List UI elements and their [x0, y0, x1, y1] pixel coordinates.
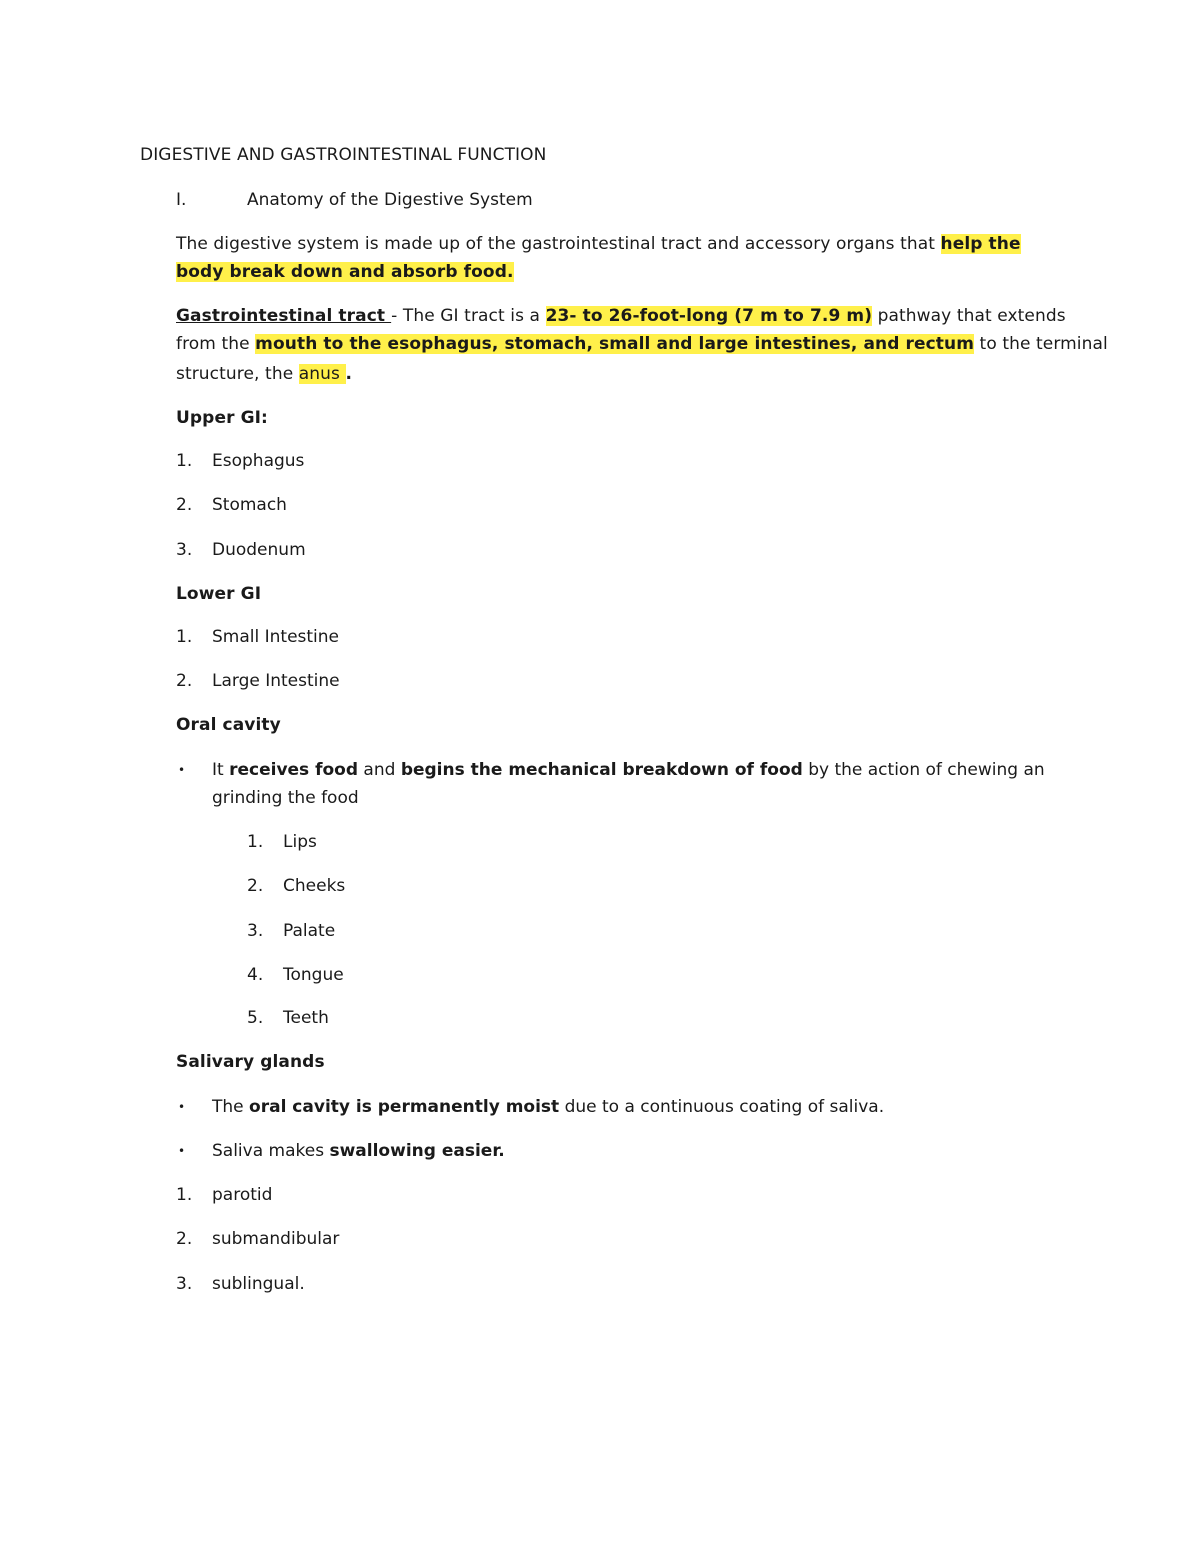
upper-gi-heading: Upper GI: [176, 408, 268, 428]
gi-line-3 [176, 360, 352, 388]
salivary-heading: Salivary glands [176, 1052, 325, 1072]
section-heading: Anatomy of the Digestive System [247, 190, 533, 210]
lower-gi-heading: Lower GI [176, 584, 262, 604]
salivary-rest-1: due to a continuous coating of saliva. [559, 1097, 885, 1117]
salivary-num-3: 3. [176, 1274, 193, 1294]
oral-num-3: 3. [247, 921, 264, 941]
salivary-bold-1: oral cavity is permanently moist [249, 1097, 560, 1117]
section-number: I. [176, 190, 187, 210]
oral-num-5: 5. [247, 1008, 264, 1028]
intro-text: The digestive system is made up of the gastrointestinal tract and accessory organs that [176, 234, 941, 254]
oral-receives: receives food [229, 760, 359, 780]
lower-gi-num-1: 1. [176, 627, 193, 647]
oral-num-1: 1. [247, 832, 264, 852]
salivary-item-1: parotid [212, 1185, 273, 1205]
oral-num-2: 2. [247, 876, 264, 896]
intro-highlight-1: help the [940, 234, 1021, 254]
oral-item-3: Palate [283, 921, 336, 941]
salivary-bullet-2 [212, 1137, 505, 1165]
gi-structure: structure, the [176, 364, 299, 384]
salivary-num-1: 1. [176, 1185, 193, 1205]
intro-line-2 [176, 258, 514, 286]
upper-gi-num-2: 2. [176, 495, 193, 515]
gi-line-1 [176, 302, 1066, 330]
salivary-num-2: 2. [176, 1229, 193, 1249]
gi-from: from the [176, 334, 256, 354]
salivary-the: The [212, 1097, 250, 1117]
oral-item-2: Cheeks [283, 876, 346, 896]
gi-after-length: pathway that extends [872, 306, 1066, 326]
gi-length: 23- to 26-foot-long (7 m to 7.9 m) [545, 306, 873, 326]
salivary-item-2: submandibular [212, 1229, 340, 1249]
oral-rest: by the action of chewing an [802, 760, 1045, 780]
gi-term: Gastrointestinal tract [176, 306, 392, 326]
upper-gi-num-3: 3. [176, 540, 193, 560]
upper-gi-item-3: Duodenum [212, 540, 306, 560]
bullet-icon: • [178, 1144, 186, 1158]
upper-gi-item-2: Stomach [212, 495, 287, 515]
oral-item-1: Lips [283, 832, 317, 852]
oral-item-5: Teeth [283, 1008, 329, 1028]
bullet-icon: • [178, 1100, 186, 1114]
gi-anus: anus [298, 364, 346, 384]
intro-line-1 [176, 230, 1021, 258]
document-title: DIGESTIVE AND GASTROINTESTINAL FUNCTION [140, 145, 547, 165]
lower-gi-item-2: Large Intestine [212, 671, 340, 691]
intro-highlight-2: body break down and absorb food. [176, 262, 514, 282]
gi-period: . [345, 364, 353, 384]
lower-gi-num-2: 2. [176, 671, 193, 691]
upper-gi-item-1: Esophagus [212, 451, 305, 471]
oral-bullet-line-2: grinding the food [212, 788, 359, 808]
gi-line-2 [176, 330, 1108, 358]
upper-gi-num-1: 1. [176, 451, 193, 471]
salivary-plain-2: Saliva makes [212, 1141, 330, 1161]
bullet-icon: • [178, 763, 186, 777]
salivary-bullet-1 [212, 1093, 884, 1121]
gi-dash-text: - The GI tract is a [391, 306, 546, 326]
oral-and: and [358, 760, 401, 780]
oral-begins: begins the mechanical breakdown of food [400, 760, 803, 780]
oral-bullet-line-1 [212, 756, 1045, 784]
oral-it: It [212, 760, 230, 780]
lower-gi-item-1: Small Intestine [212, 627, 340, 647]
oral-item-4: Tongue [283, 965, 344, 985]
salivary-item-3: sublingual. [212, 1274, 305, 1294]
gi-to-terminal: to the terminal [974, 334, 1108, 354]
gi-organs: mouth to the esophagus, stomach, small and large intestines, and rectum [255, 334, 975, 354]
salivary-bold-2: swallowing easier. [329, 1141, 505, 1161]
oral-num-4: 4. [247, 965, 264, 985]
oral-cavity-heading: Oral cavity [176, 715, 281, 735]
